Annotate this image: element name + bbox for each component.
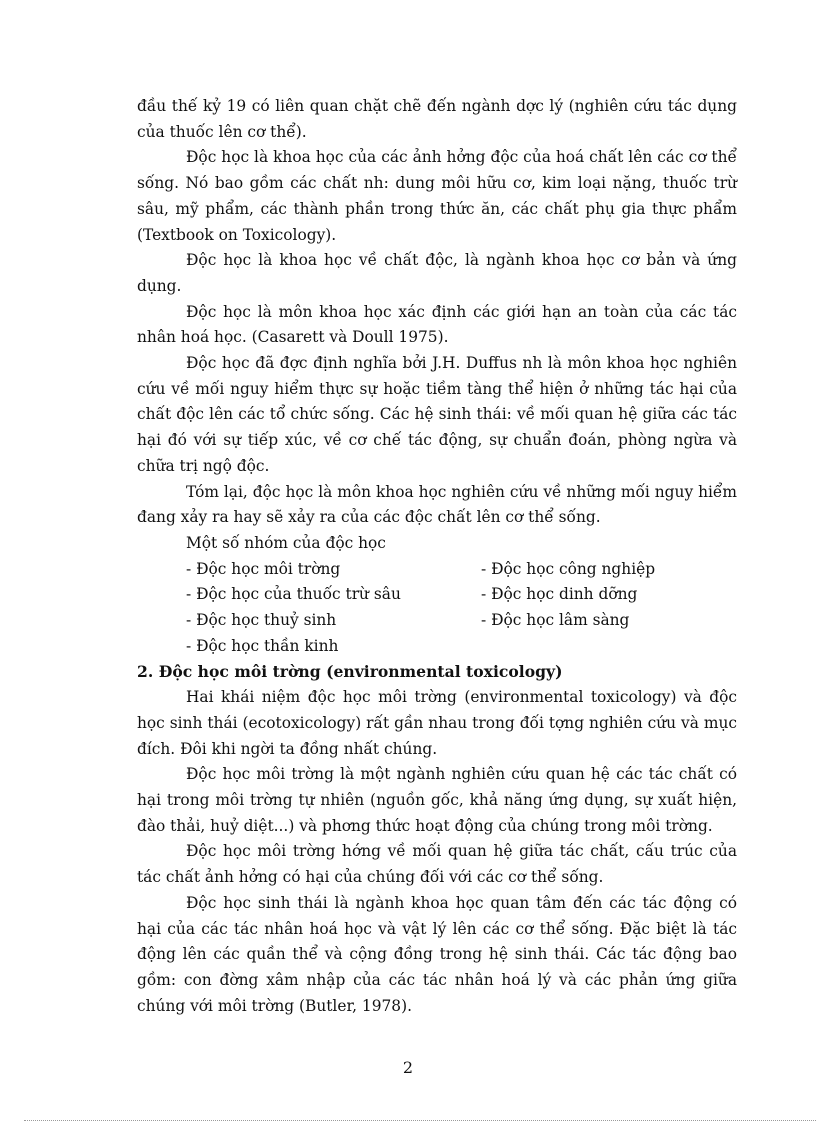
groups-intro: Một số nhóm của độc học — [186, 533, 386, 552]
toxicology-groups-list — [186, 557, 737, 660]
page-bottom-divider — [24, 1120, 816, 1121]
paragraph-definition-4: Độc học đã đợc định nghĩa bởi J.H. Duffus nh là môn khoa học nghiên cứu về mối nguy hiểm thực sự hoặc tiềm tàng thể hiện ở những tác hại của chất độc lên các tổ chức sống. Các hệ sinh thái: về mối quan hệ giữa các tác hại đó với sự tiếp xúc, về cơ chế tác động, sự chuẩn đoán, phòng ngừa và chữa trị ngộ độc. — [137, 354, 737, 475]
list-item: - Độc học dinh dỡng — [481, 585, 638, 604]
paragraph-definition-3: Độc học là môn khoa học xác định các giới hạn an toàn của các tác nhân hoá học. (Casarett và Doull 1975). — [137, 302, 737, 347]
section-heading: 2. Độc học môi trờng (environmental toxicology) — [137, 662, 563, 682]
body-text — [137, 94, 737, 1019]
paragraph-summary: Tóm lại, độc học là môn khoa học nghiên cứu về những mối nguy hiểm đang xảy ra hay sẽ xảy ra của các độc chất lên cơ thể sống. — [137, 482, 737, 527]
page-number: 2 — [402, 1058, 414, 1077]
list-item: - Độc học của thuốc trừ sâu — [186, 585, 401, 604]
list-item: - Độc học thần kinh — [186, 636, 339, 655]
list-item: - Độc học môi trờng — [186, 559, 341, 578]
paragraph-definition-2: Độc học là khoa học về chất độc, là ngành khoa học cơ bản và ứng dụng. — [137, 251, 737, 295]
list-item: - Độc học công nghiệp — [481, 559, 656, 578]
section-paragraph-3: Độc học môi trờng hớng về mối quan hệ giữa tác chất, cấu trúc của tác chất ảnh hởng có hại của chúng đối với các cơ thể sống. — [137, 842, 737, 887]
list-item: - Độc học thuỷ sinh — [186, 611, 337, 630]
section-paragraph-1: Hai khái niệm độc học môi trờng (environmental toxicology) và độc học sinh thái (ecotoxicology) rất gần nhau trong đối tợng nghiên cứu và mục đích. Đôi khi ngời ta đồng nhất chúng. — [137, 688, 737, 758]
section-paragraph-2: Độc học môi trờng là một ngành nghiên cứu quan hệ các tác chất có hại trong môi trờng tự nhiên (nguồn gốc, khả năng ứng dụng, sự xuất hiện, đào thải, huỷ diệt...) và phơng thức hoạt động của chúng trong môi trờng. — [137, 765, 737, 835]
paragraph-continuation: đầu thế kỷ 19 có liên quan chặt chẽ đến ngành dợc lý (nghiên cứu tác dụng của thuốc lên cơ thể). — [137, 97, 737, 141]
list-item: - Độc học lâm sàng — [481, 611, 630, 630]
section-paragraph-4: Độc học sinh thái là ngành khoa học quan tâm đến các tác động có hại của các tác nhân hoá học và vật lý lên các cơ thể sống. Đặc biệt là tác động lên các quần thể và cộng đồng trong hệ sinh thái. Các tác động bao gồm: con đờng xâm nhập của các tác nhân hoá lý và các phản ứng giữa chúng với môi trờng (Butler, 1978). — [137, 893, 737, 1015]
paragraph-definition-1: Độc học là khoa học của các ảnh hởng độc của hoá chất lên các cơ thể sống. Nó bao gồm các chất nh: dung môi hữu cơ, kim loại nặng, thuốc trừ sâu, mỹ phẩm, các thành phần trong thức ăn, các chất phụ gia thực phẩm (Textbook on Toxicology). — [137, 148, 737, 244]
